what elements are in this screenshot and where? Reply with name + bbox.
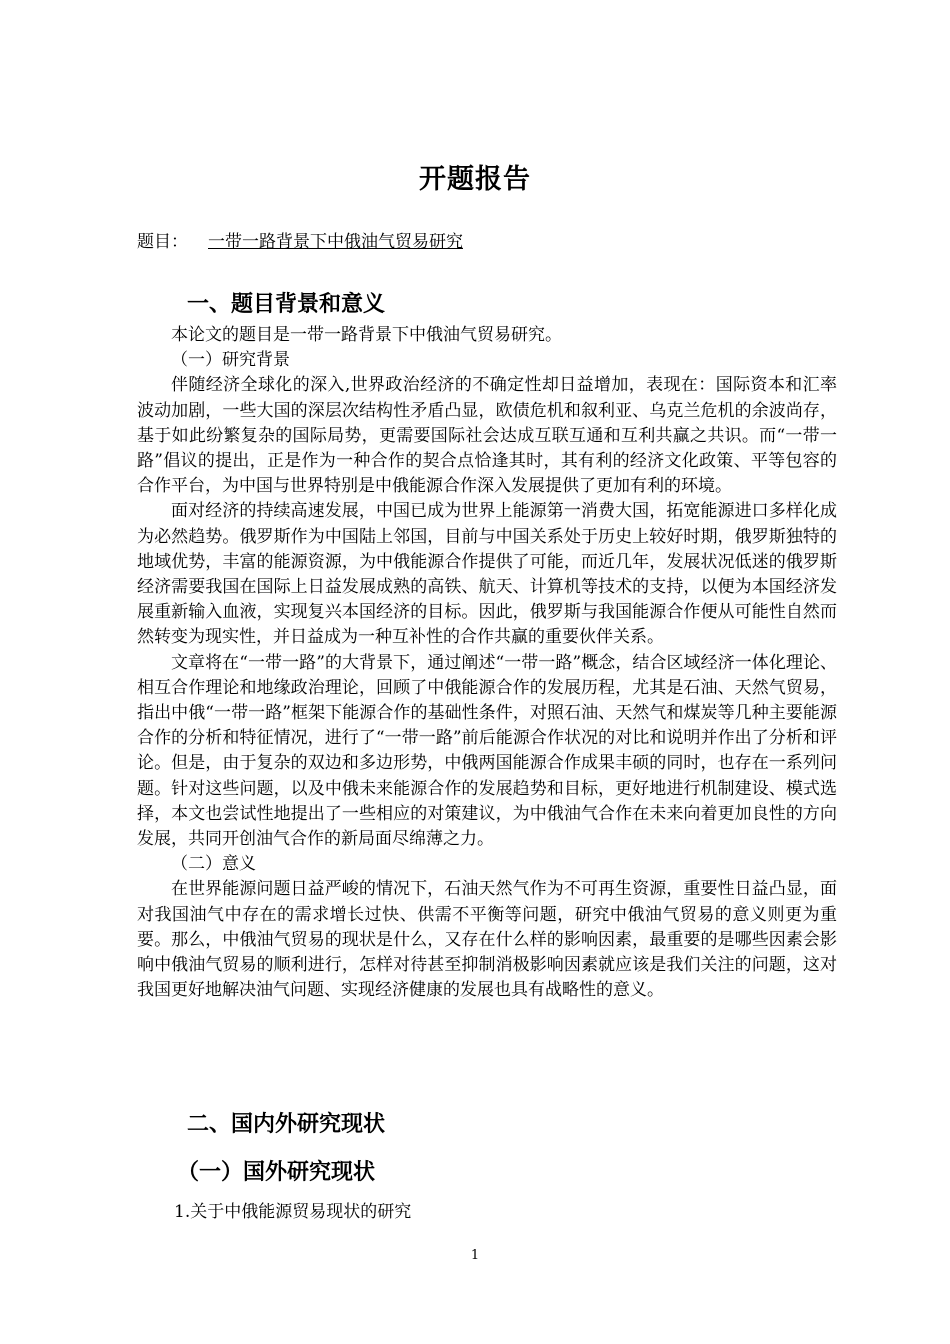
section-heading-research-status: 二、国内外研究现状 [187, 1112, 386, 1137]
document-title: 开题报告 [419, 164, 531, 195]
paragraph-background-2: 面对经济的持续高速发展，中国已成为世界上能源第一消费大国，拓宽能源进口多样化成为必然趋势。俄罗斯作为中国陆上邻国，目前与中国关系处于历史上较好时期，俄罗斯独特的地域优势，丰富的能源资源，为中俄能源合作提供了可能，而近几年，发展状况低迷的俄罗斯经济需要我国在国际上日益发展成熟的高铁、航天、计算机等技术的支持，以便为本国经济发展重新输入血液，实现复兴本国经济的目标。因此，俄罗斯与我国能源合作便从可能性自然而然转变为现实性，并日益成为一种互补性的合作共赢的重要伙伴关系。 [137, 501, 837, 648]
topic-label: 题目： [137, 232, 188, 252]
subsection-heading-foreign-research: （一）国外研究现状 [177, 1160, 376, 1185]
paragraph-background-3: 文章将在“一带一路”的大背景下，通过阐述“一带一路”概念，结合区域经济一体化理论、相互合作理论和地缘政治理论，回顾了中俄能源合作的发展历程，尤其是石油、天然气贸易，指出中俄“一带一路”框架下能源合作的基础性条件，对照石油、天然气和煤炭等几种主要能源合作的分析和特征情况，进行了“一带一路”前后能源合作状况的对比和说明并作出了分析和评论。但是，由于复杂的双边和多边形势，中俄两国能源合作成果丰硕的同时，也存在一系列问题。针对这些问题，以及中俄未来能源合作的发展趋势和目标，更好地进行机制建设、模式选择，本文也尝试性地提出了一些相应的对策建议，为中俄油气合作在未来向着更加良性的方向发展，共同开创油气合作的新局面尽绵薄之力。 [137, 652, 837, 850]
paragraph-background-1: 伴随经济全球化的深入,世界政治经济的不确定性却日益增加，表现在：国际资本和汇率波动加剧，一些大国的深层次结构性矛盾凸显，欧债危机和叙利亚、乌克兰危机的余波尚存，基于如此纷繁复杂的国际局势，更需要国际社会达成互联互通和互利共赢之共识。而“一带一路”倡议的提出，正是作为一种合作的契合点恰逢其时，其有利的经济文化政策、平等包容的合作平台，为中国与世界特别是中俄能源合作深入发展提供了更加有利的环境。 [137, 375, 837, 497]
intro-paragraph: 本论文的题目是一带一路背景下中俄油气贸易研究。 [171, 325, 562, 345]
topic-line [137, 227, 463, 252]
section-heading-background: 一、题目背景和意义 [187, 292, 386, 317]
subheading-research-background: （一）研究背景 [171, 350, 290, 371]
list-item-energy-trade-status: 1.关于中俄能源贸易现状的研究 [174, 1202, 412, 1222]
paragraph-significance: 在世界能源问题日益严峻的情况下，石油天然气作为不可再生资源，重要性日益凸显，面对我国油气中存在的需求增长过快、供需不平衡等问题，研究中俄油气贸易的意义则更为重要。那么，中俄油气贸易的现状是什么，又存在什么样的影响因素，最重要的是哪些因素会影响中俄油气贸易的顺利进行，怎样对待甚至抑制消极影响因素就应该是我们关注的问题，这对我国更好地解决油气问题、实现经济健康的发展也具有战略性的意义。 [137, 879, 837, 1001]
subheading-significance: （二）意义 [171, 854, 256, 875]
section-background-body [137, 323, 837, 1003]
page-number: 1 [470, 1248, 480, 1263]
topic-value: 一带一路背景下中俄油气贸易研究 [208, 232, 463, 252]
